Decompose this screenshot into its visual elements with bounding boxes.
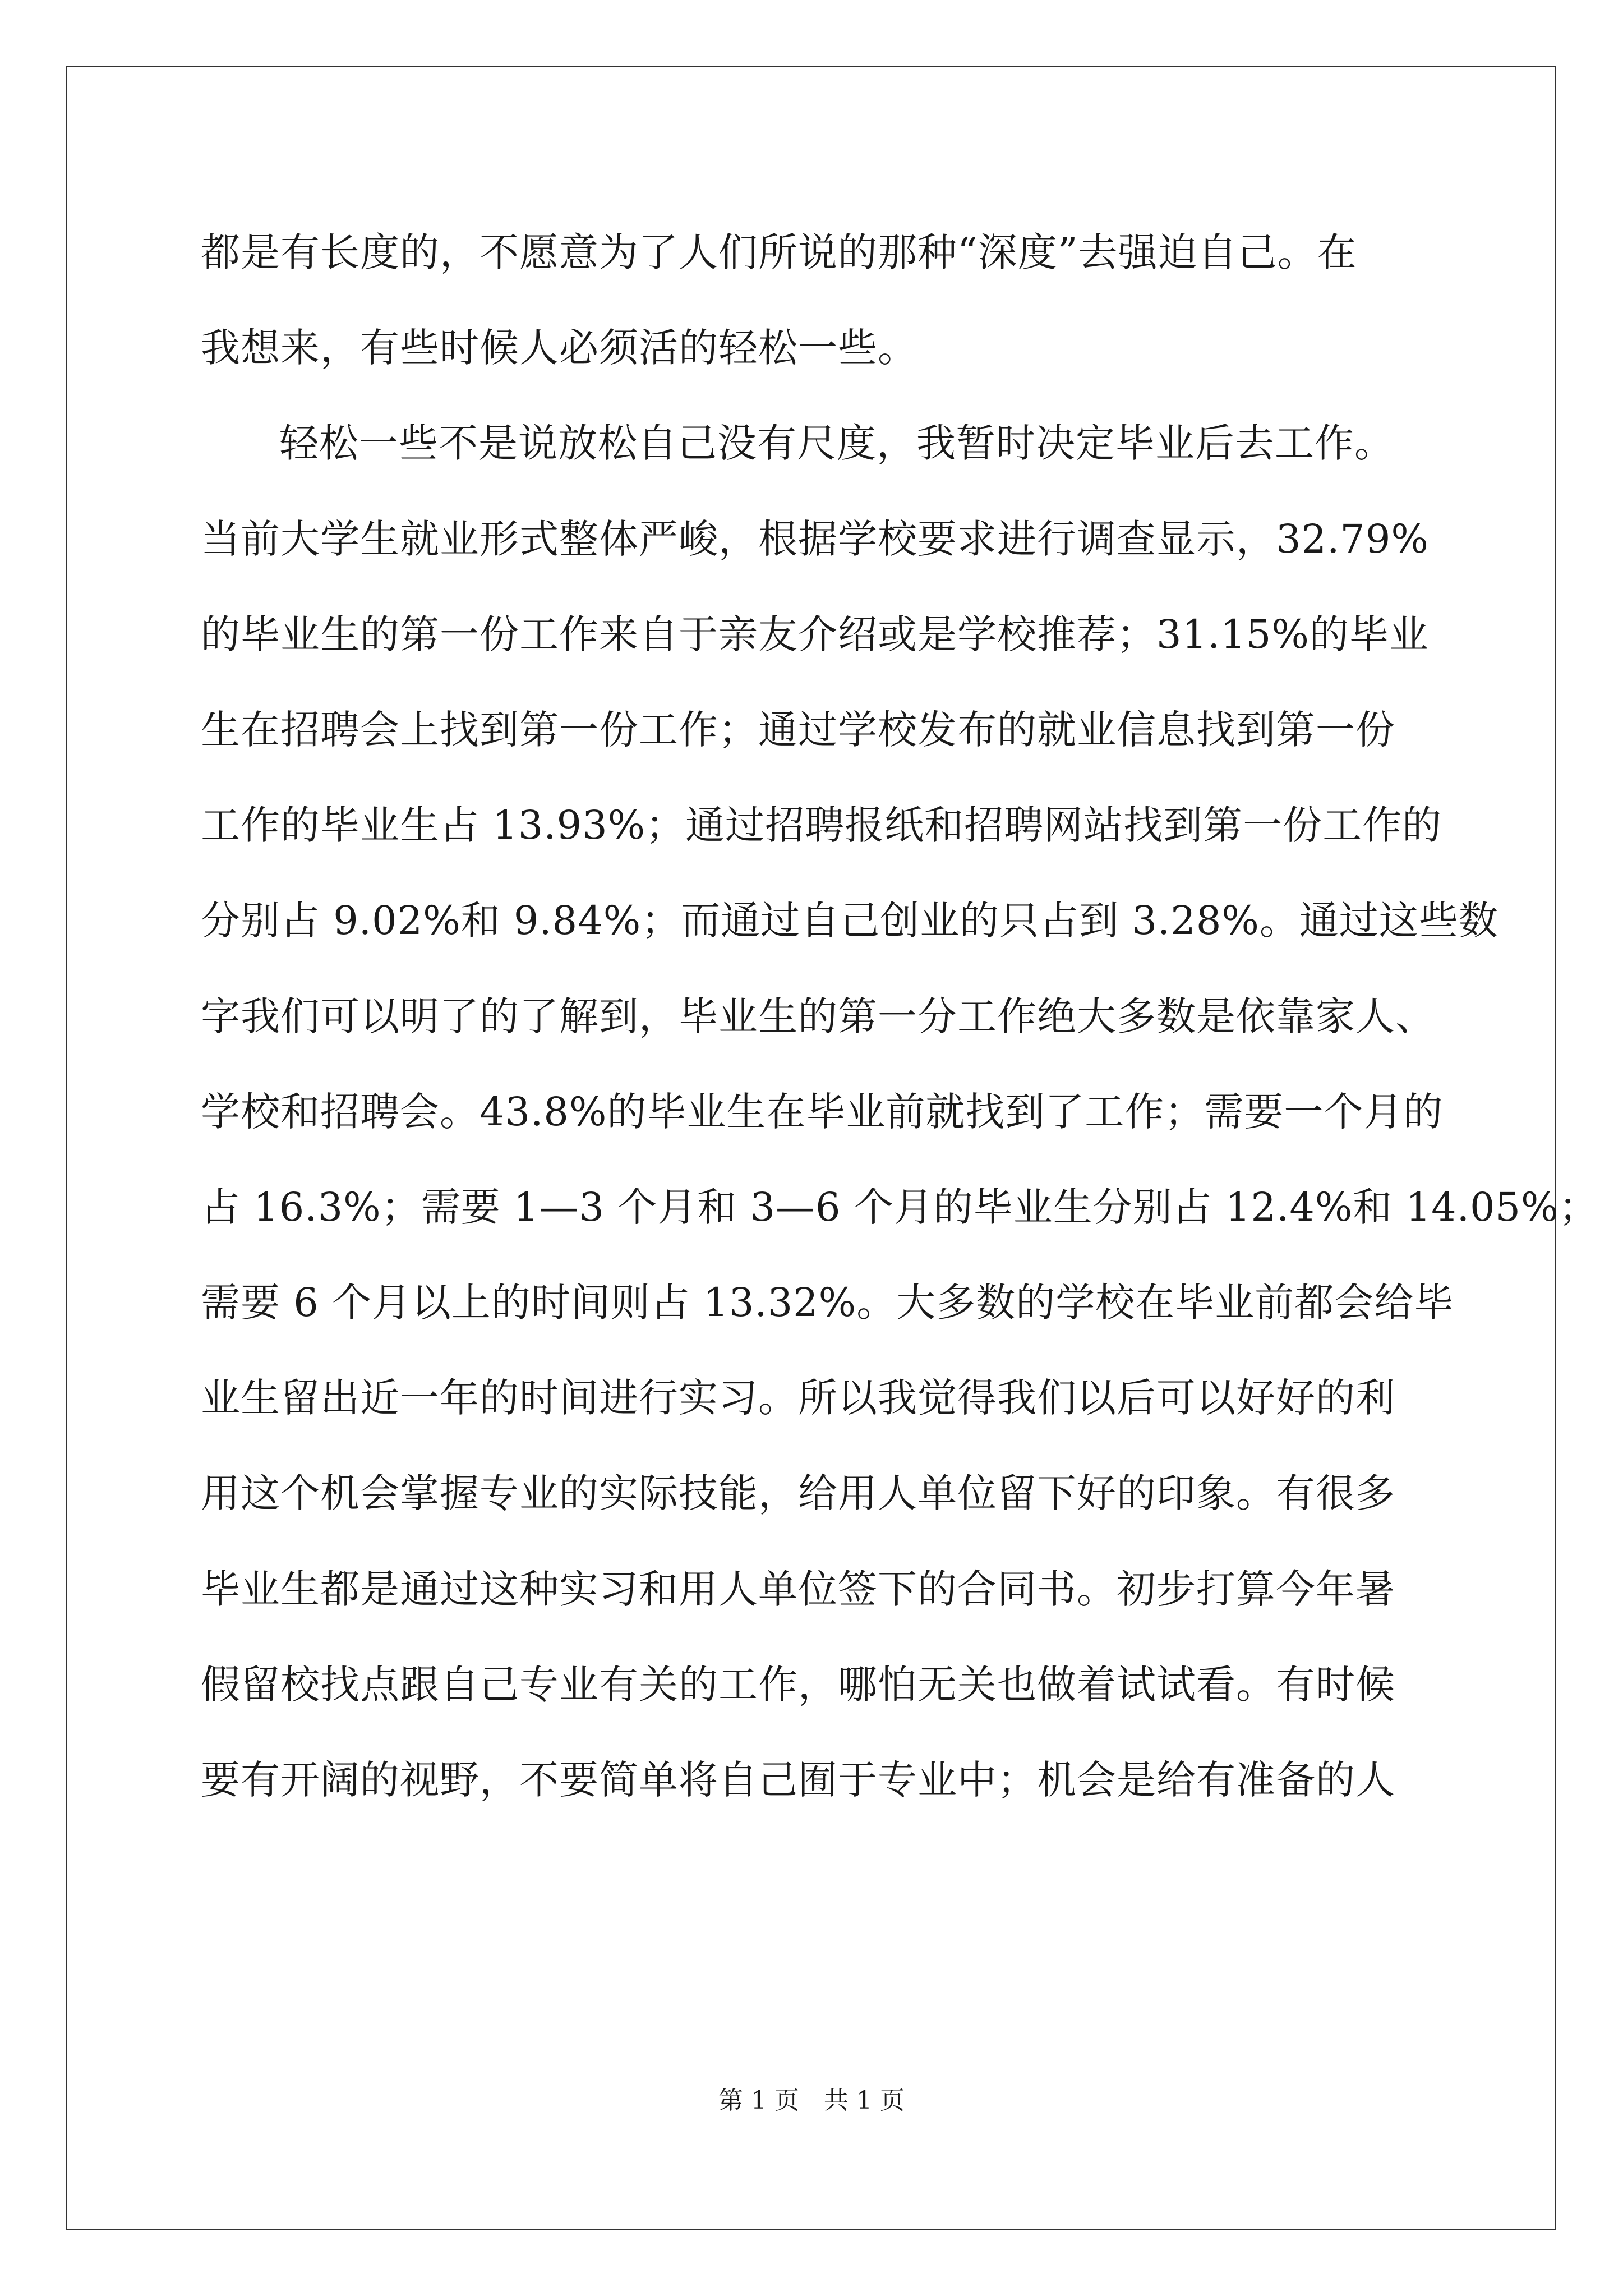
text-line: 毕业生都是通过这种实习和用人单位签下的合同书。初步打算今年暑 — [201, 1566, 1395, 1612]
page-footer — [0, 2084, 1623, 2118]
text-line: 当前大学生就业形式整体严峻，根据学校要求进行调查显示，32.79% — [201, 516, 1429, 562]
page-total: 共 1 页 — [824, 2086, 905, 2115]
text-line: 的毕业生的第一份工作来自于亲友介绍或是学校推荐；31.15%的毕业 — [201, 611, 1429, 657]
text-line: 我想来，有些时候人必须活的轻松一些。 — [201, 325, 917, 371]
text-line: 分别占 9.02%和 9.84%；而通过自己创业的只占到 3.28%。通过这些数 — [201, 898, 1498, 944]
text-line: 字我们可以明了的了解到，毕业生的第一分工作绝大多数是依靠家人、 — [201, 993, 1435, 1039]
text-line: 生在招聘会上找到第一份工作；通过学校发布的就业信息找到第一份 — [201, 706, 1395, 753]
page-number: 第 1 页 — [718, 2086, 799, 2115]
text-line: 业生留出近一年的时间进行实习。所以我觉得我们以后可以好好的利 — [201, 1375, 1395, 1421]
text-line: 占 16.3%；需要 1—3 个月和 3—6 个月的毕业生分别占 12.4%和 14.05%； — [201, 1184, 1599, 1230]
document-body — [201, 222, 1599, 1844]
text-line: 工作的毕业生占 13.93%；通过招聘报纸和招聘网站找到第一份工作的 — [201, 802, 1442, 849]
text-line: 学校和招聘会。43.8%的毕业生在毕业前就找到了工作；需要一个月的 — [201, 1088, 1444, 1135]
text-line: 都是有长度的，不愿意为了人们所说的那种“深度”去强迫自己。在 — [201, 229, 1357, 275]
text-line: 假留校找点跟自己专业有关的工作，哪怕无关也做着试试看。有时候 — [201, 1661, 1395, 1708]
text-line: 要有开阔的视野，不要简单将自己囿于专业中；机会是给有准备的人 — [201, 1757, 1395, 1803]
text-line: 轻松一些不是说放松自己没有尺度，我暂时决定毕业后去工作。 — [279, 420, 1394, 467]
text-line: 需要 6 个月以上的时间则占 13.32%。大多数的学校在毕业前都会给毕 — [201, 1280, 1454, 1326]
text-line: 用这个机会掌握专业的实际技能，给用人单位留下好的印象。有很多 — [201, 1470, 1395, 1517]
